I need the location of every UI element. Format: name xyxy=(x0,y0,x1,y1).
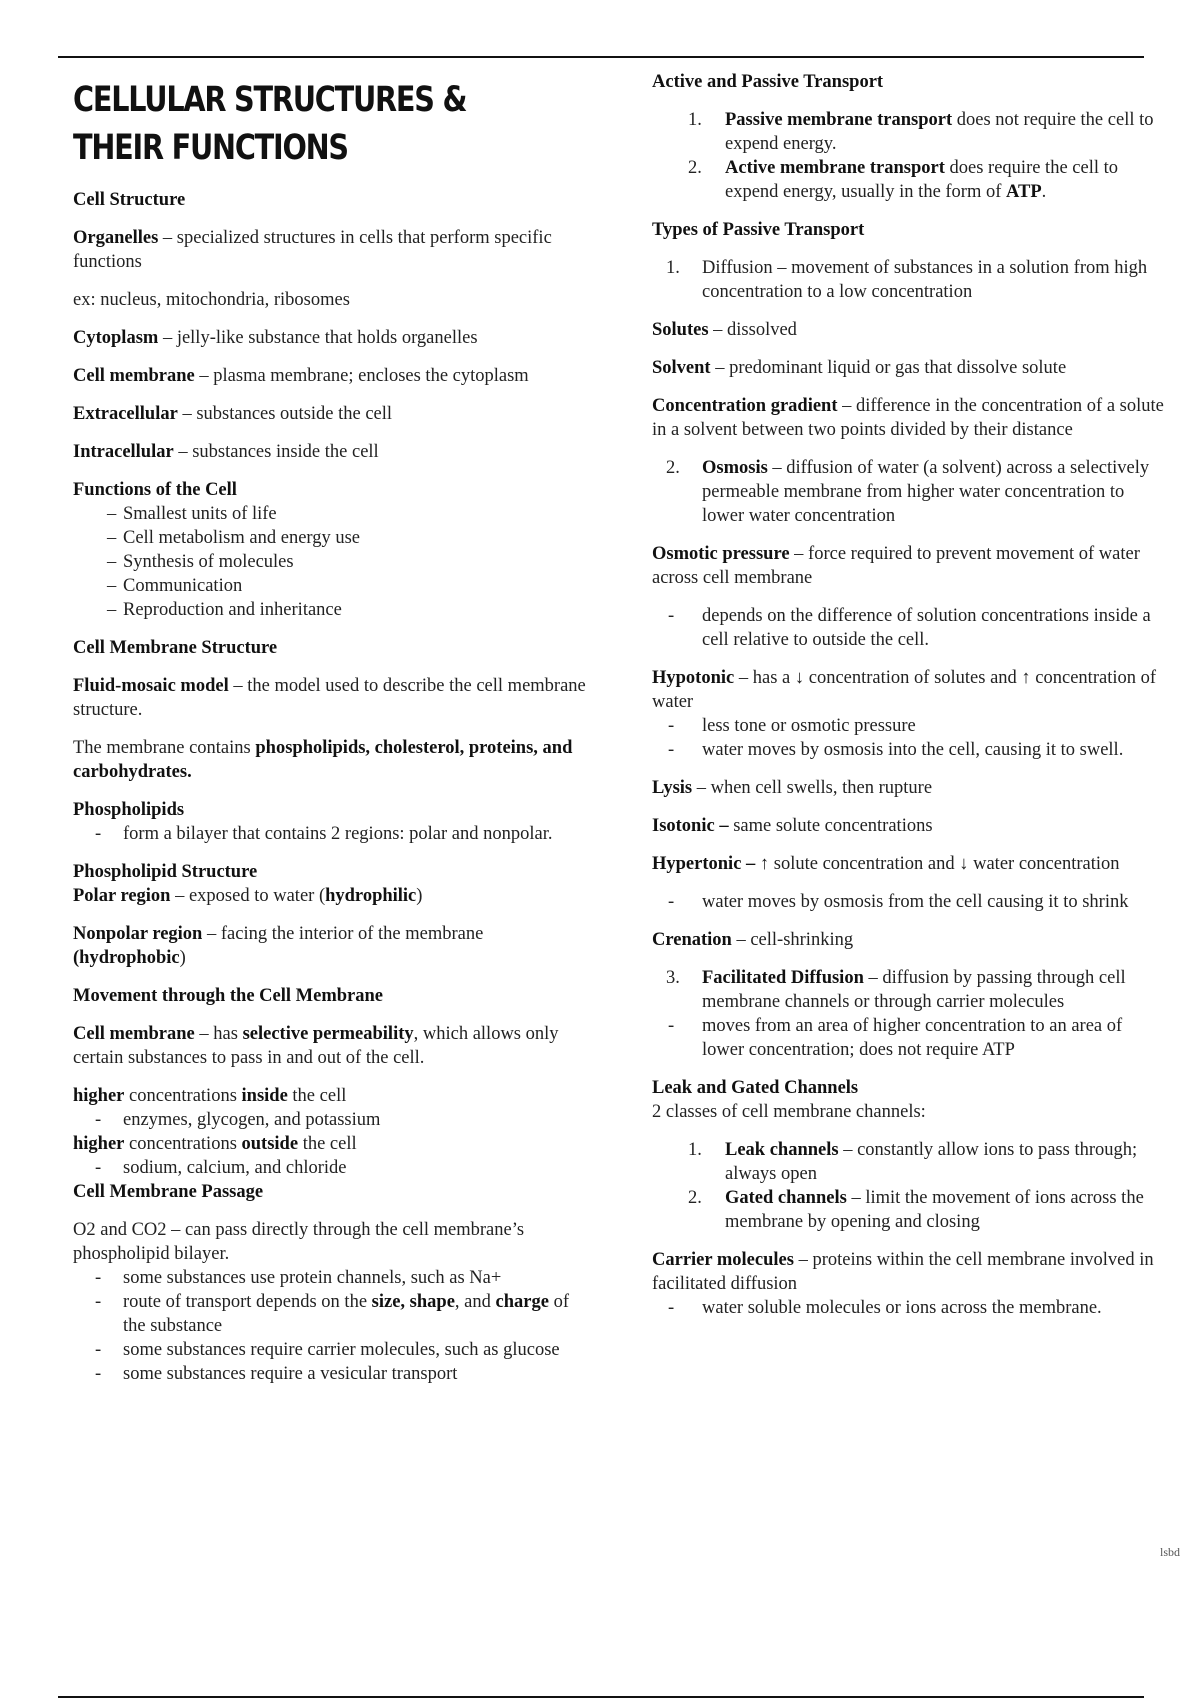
polar-region-definition: Polar region – exposed to water (hydrophilic) xyxy=(73,886,423,906)
osmotic-pressure-list xyxy=(652,604,1164,652)
phospholipid-structure-heading: Phospholipid Structure xyxy=(73,862,258,882)
list-item: 2. Active membrane transport does require the cell to expend energy, usually in the form of ATP. xyxy=(688,158,1119,202)
list-item: - some substances require carrier molecules, such as glucose xyxy=(73,1338,593,1362)
list-item: - depends on the difference of solution concentrations inside a cell relative to outside the cell. xyxy=(652,604,1164,652)
solvent-definition: Solvent – predominant liquid or gas that dissolve solute xyxy=(652,358,1067,378)
list-item: - water soluble molecules or ions across the membrane. xyxy=(652,1296,1164,1320)
higher-outside: higher concentrations outside the cell xyxy=(73,1134,357,1154)
passive-types-heading: Types of Passive Transport xyxy=(652,220,865,240)
o2-co2-text: O2 and CO2 – can pass directly through the cell membrane’s phospholipid bilayer. xyxy=(73,1220,525,1264)
functions-list xyxy=(73,502,593,622)
membrane-structure-heading: Cell Membrane Structure xyxy=(73,638,278,658)
movement-heading: Movement through the Cell Membrane xyxy=(73,986,383,1006)
transport-list xyxy=(652,108,1164,204)
list-item: 1. Leak channels – constantly allow ions to pass through; always open xyxy=(688,1140,1138,1184)
list-item: – Synthesis of molecules xyxy=(73,550,593,574)
bottom-rule xyxy=(58,1696,1144,1698)
hypotonic-list xyxy=(652,714,1164,762)
osmotic-pressure-definition: Osmotic pressure – force required to prevent movement of water across cell membrane xyxy=(652,544,1140,588)
carrier-molecules-list xyxy=(652,1296,1164,1320)
organelles-example: ex: nucleus, mitochondria, ribosomes xyxy=(73,290,350,310)
hypotonic-definition: Hypotonic – has a ↓ concentration of solutes and ↑ concentration of water xyxy=(652,668,1157,712)
organelles-definition: Organelles – specialized structures in cells that perform specific functions xyxy=(73,228,552,272)
cell-membrane-definition: Cell membrane – plasma membrane; encloses the cytoplasm xyxy=(73,366,529,386)
hypertonic-definition: Hypertonic – ↑ solute concentration and ↓ water concentration xyxy=(652,854,1120,874)
higher-outside-list xyxy=(73,1156,593,1180)
functions-heading: Functions of the Cell xyxy=(73,480,237,500)
list-item: - less tone or osmotic pressure xyxy=(652,714,1164,738)
channel-classes-intro: 2 classes of cell membrane channels: xyxy=(652,1102,926,1122)
list-item: - some substances use protein channels, such as Na+ xyxy=(73,1266,593,1290)
membrane-contains: The membrane contains phospholipids, cholesterol, proteins, and carbohydrates. xyxy=(73,738,573,782)
isotonic-definition: Isotonic – same solute concentrations xyxy=(652,816,933,836)
crenation-definition: Crenation – cell-shrinking xyxy=(652,930,854,950)
gradient-definition: Concentration gradient – difference in the concentration of a solute in a solvent between two points divided by their distance xyxy=(652,396,1164,440)
list-item: – Reproduction and inheritance xyxy=(73,598,593,622)
list-item: 3. Facilitated Diffusion – diffusion by passing through cell membrane channels or through carrier molecules xyxy=(666,968,1126,1012)
list-item: - water moves by osmosis into the cell, causing it to swell. xyxy=(652,738,1164,762)
list-item: - moves from an area of higher concentration to an area of lower concentration; does not require ATP xyxy=(652,1014,1164,1062)
list-item: 2. Osmosis – diffusion of water (a solvent) across a selectively permeable membrane from higher water concentration to lower water concentration xyxy=(666,458,1150,526)
fluid-mosaic-definition: Fluid-mosaic model – the model used to describe the cell membrane structure. xyxy=(73,676,586,720)
list-item: 1. Diffusion – movement of substances in a solution from high concentration to a low concentration xyxy=(666,258,1148,302)
phospholipids-list xyxy=(73,822,593,846)
passage-list xyxy=(73,1266,593,1386)
facilitated-diffusion-notes xyxy=(652,1014,1164,1062)
lysis-definition: Lysis – when cell swells, then rupture xyxy=(652,778,933,798)
page-title: CELLULAR STRUCTURES & THEIR FUNCTIONS xyxy=(73,80,467,168)
list-item: 2. Gated channels – limit the movement of ions across the membrane by opening and closing xyxy=(688,1188,1144,1232)
list-item: – Communication xyxy=(73,574,593,598)
passage-heading: Cell Membrane Passage xyxy=(73,1182,264,1202)
list-item: 1. Passive membrane transport does not require the cell to expend energy. xyxy=(688,110,1154,154)
nonpolar-region-definition: Nonpolar region – facing the interior of the membrane (hydrophobic) xyxy=(73,924,484,968)
list-item: - enzymes, glycogen, and potassium xyxy=(73,1108,593,1132)
cell-structure-heading: Cell Structure xyxy=(73,190,186,210)
higher-inside: higher concentrations inside the cell xyxy=(73,1086,347,1106)
transport-heading: Active and Passive Transport xyxy=(652,72,884,92)
list-item: - route of transport depends on the size, shape, and charge of the substance xyxy=(73,1290,593,1338)
intracellular-definition: Intracellular – substances inside the cell xyxy=(73,442,379,462)
carrier-molecules-definition: Carrier molecules – proteins within the cell membrane involved in facilitated diffusion xyxy=(652,1250,1154,1294)
cytoplasm-definition: Cytoplasm – jelly-like substance that holds organelles xyxy=(73,328,478,348)
hypertonic-list xyxy=(652,890,1164,914)
solutes-definition: Solutes – dissolved xyxy=(652,320,797,340)
footer-mark: lsbd xyxy=(1160,1545,1181,1559)
right-column xyxy=(652,70,1164,1334)
list-item: - form a bilayer that contains 2 regions: polar and nonpolar. xyxy=(73,822,593,846)
list-item: - sodium, calcium, and chloride xyxy=(73,1156,593,1180)
higher-inside-list xyxy=(73,1108,593,1132)
list-item: – Cell metabolism and energy use xyxy=(73,526,593,550)
list-item: – Smallest units of life xyxy=(73,502,593,526)
facilitated-diffusion-list xyxy=(652,966,1164,1014)
extracellular-definition: Extracellular – substances outside the cell xyxy=(73,404,393,424)
selective-permeability-definition: Cell membrane – has selective permeability, which allows only certain substances to pass in and out of the cell. xyxy=(73,1024,559,1068)
diffusion-list xyxy=(652,256,1164,304)
phospholipids-heading: Phospholipids xyxy=(73,800,185,820)
left-column xyxy=(73,70,593,1400)
leak-gated-heading: Leak and Gated Channels xyxy=(652,1078,859,1098)
osmosis-list xyxy=(652,456,1164,528)
list-item: - some substances require a vesicular transport xyxy=(73,1362,593,1386)
top-rule xyxy=(58,56,1144,58)
channels-list xyxy=(652,1138,1164,1234)
list-item: - water moves by osmosis from the cell causing it to shrink xyxy=(652,890,1164,914)
